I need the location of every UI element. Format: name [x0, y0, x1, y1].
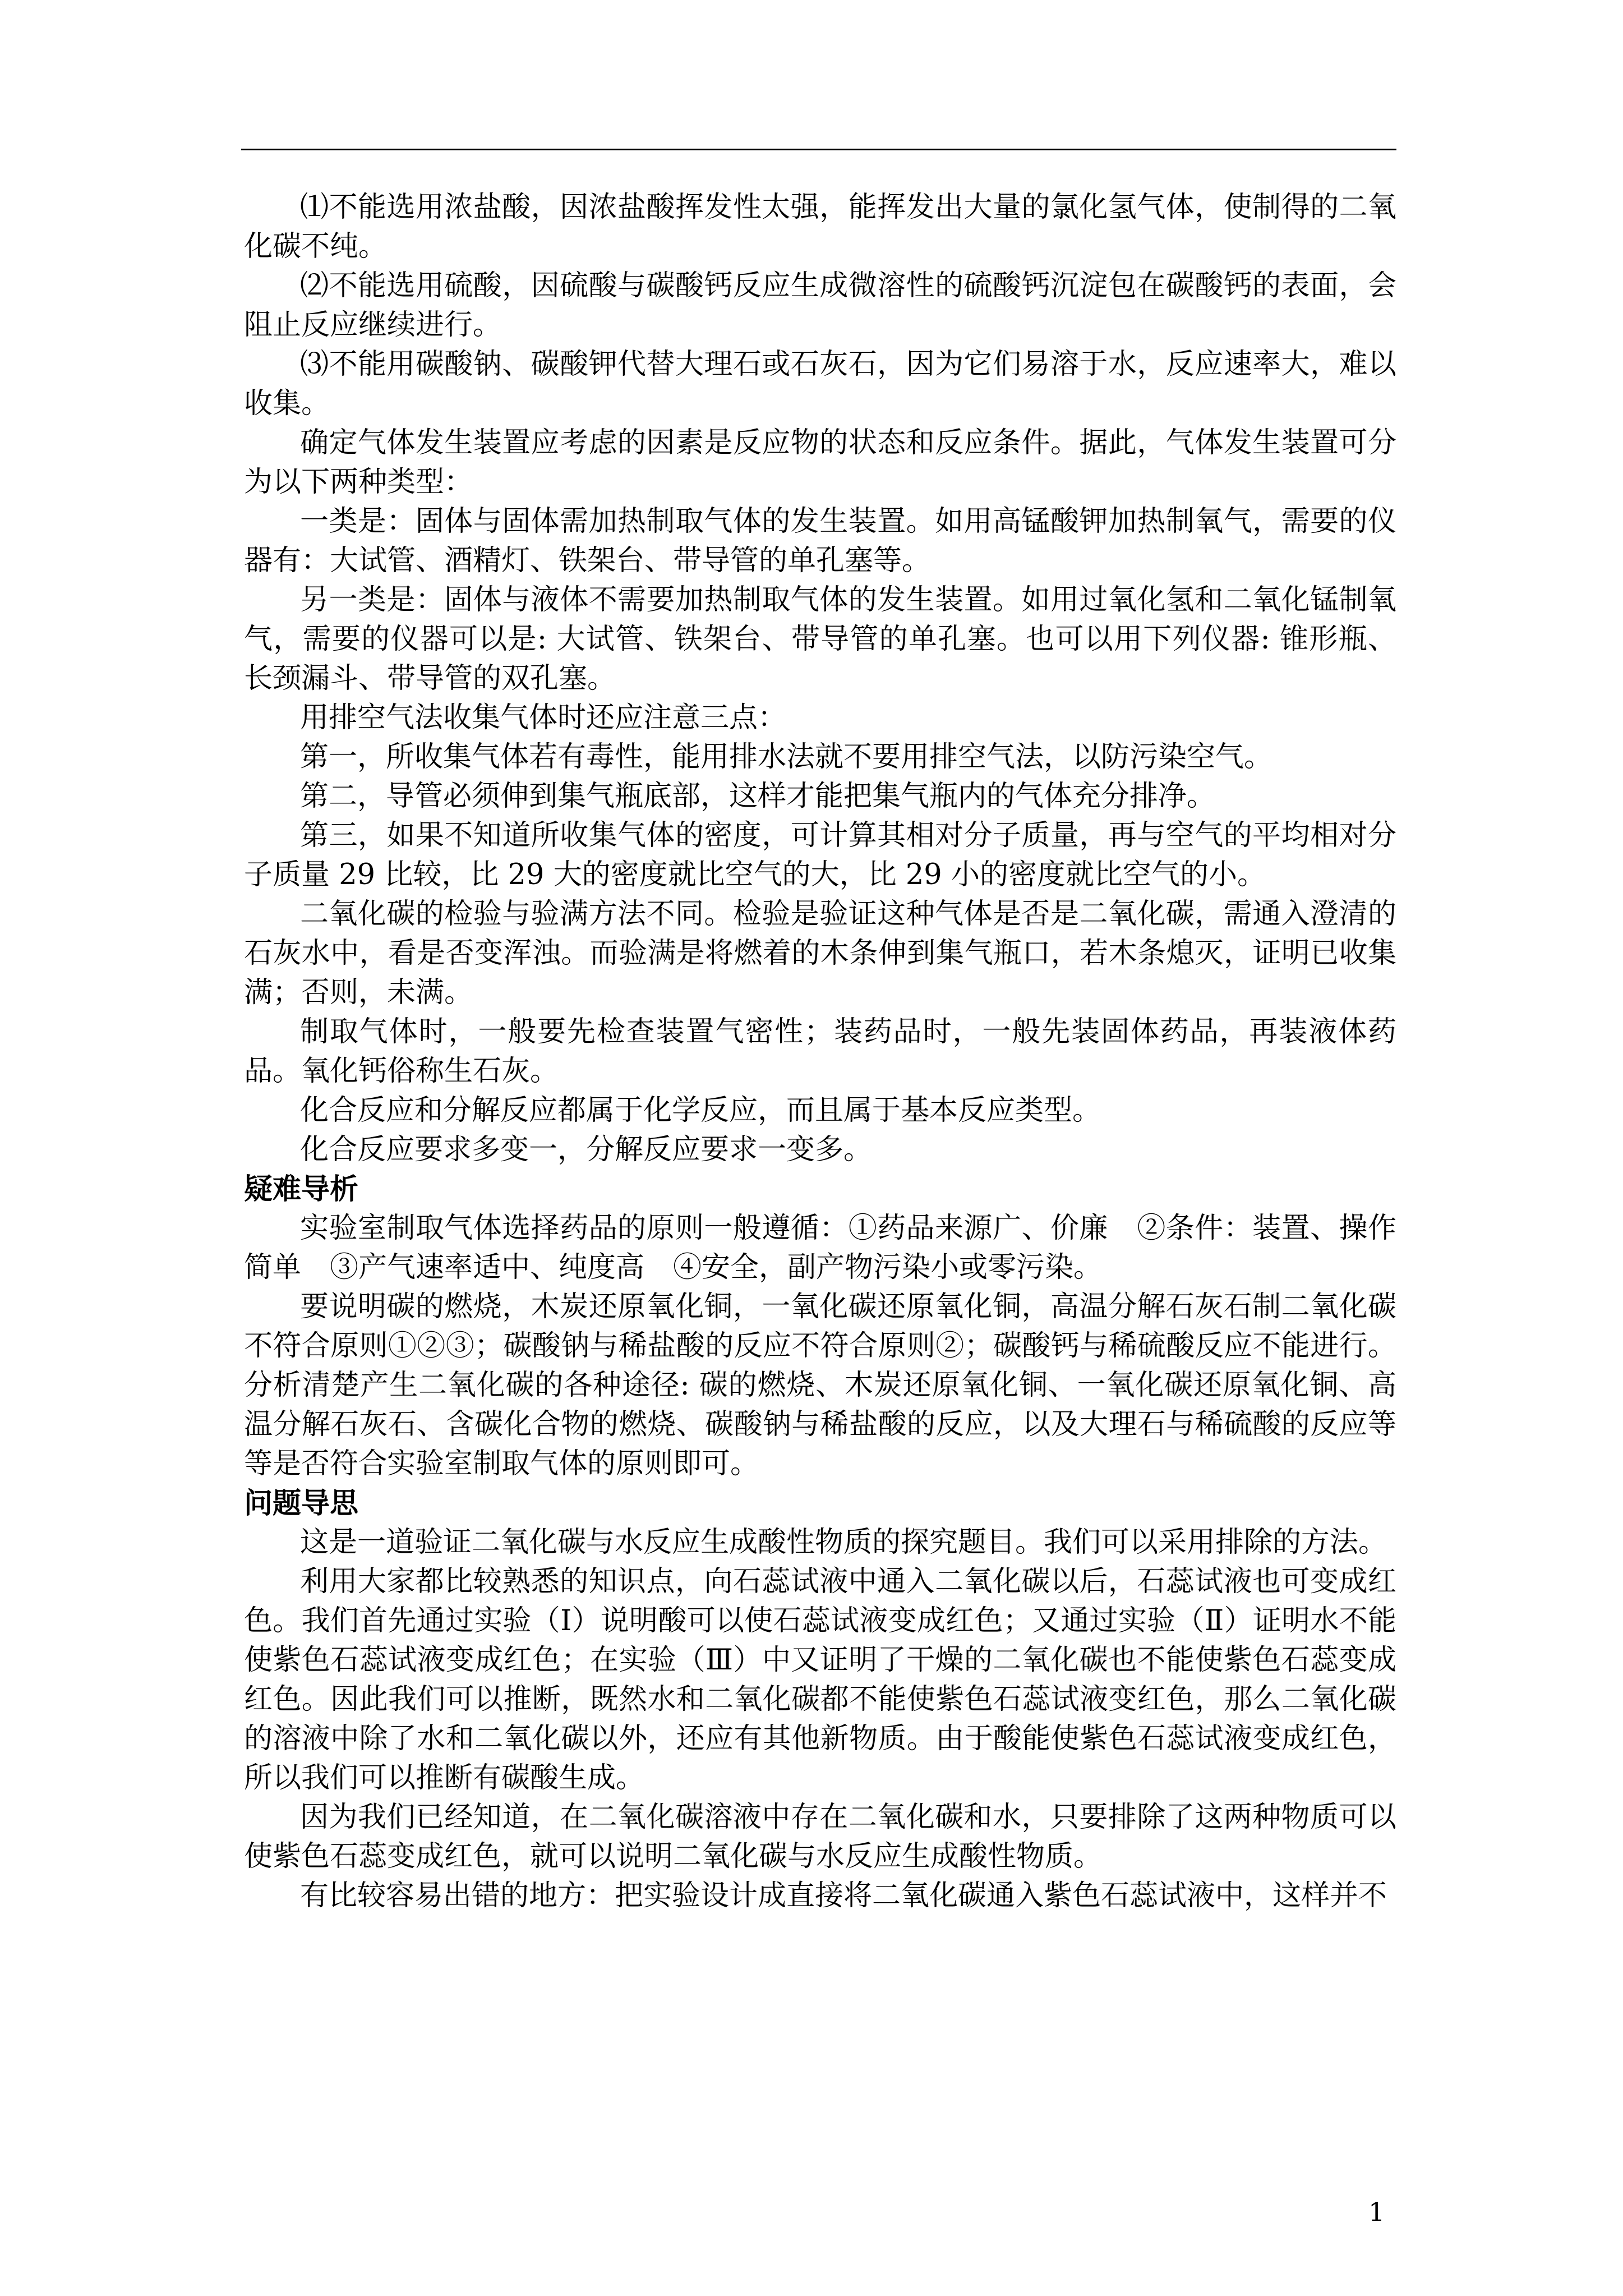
paragraph: 要说明碳的燃烧，木炭还原氧化铜，一氧化碳还原氧化铜，高温分解石灰石制二氧化碳不符合原则①②③；碳酸钠与稀盐酸的反应不符合原则②；碳酸钙与稀硫酸反应不能进行。分析清楚产生二氧化碳的各种途径: 碳的燃烧、木炭还原氧化铜、一氧化碳还原氧化铜、高温分解石灰石、含碳化合物的燃烧、碳酸钠与稀盐酸的反应，以及大理石与稀硫酸的反应等等是否符合实验室制取气体的原则即可。 — [244, 1290, 1396, 1480]
paragraph: 化合反应和分解反应都属于化学反应，而且属于基本反应类型。 — [300, 1094, 1101, 1127]
paragraph: 确定气体发生装置应考虑的因素是反应物的状态和反应条件。据此，气体发生装置可分为以下两种类型： — [244, 426, 1396, 499]
paragraph: 有比较容易出错的地方：把实验设计成直接将二氧化碳通入紫色石蕊试液中，这样并不 — [300, 1879, 1387, 1912]
page-number: 1 — [1368, 2197, 1385, 2227]
paragraph: 利用大家都比较熟悉的知识点，向石蕊试液中通入二氧化碳以后，石蕊试液也可变成红色。我们首先通过实验（Ⅰ）说明酸可以使石蕊试液变成红色；又通过实验（Ⅱ）证明水不能使紫色石蕊试液变成红色；在实验（Ⅲ）中又证明了干燥的二氧化碳也不能使紫色石蕊变成红色。因此我们可以推断，既然水和二氧化碳都不能使紫色石蕊试液变红色，那么二氧化碳的溶液中除了水和二氧化碳以外，还应有其他新物质。由于酸能使紫色石蕊试液变成红色，所以我们可以推断有碳酸生成。 — [244, 1565, 1396, 1795]
paragraph: ⑶不能用碳酸钠、碳酸钾代替大理石或石灰石，因为它们易溶于水，反应速率大，难以收集。 — [244, 348, 1396, 420]
paragraph: 第三，如果不知道所收集气体的密度，可计算其相对分子质量，再与空气的平均相对分子质量 29 比较，比 29 大的密度就比空气的大，比 29 小的密度就比空气的小。 — [244, 819, 1396, 891]
paragraph: 因为我们已经知道，在二氧化碳溶液中存在二氧化碳和水，只要排除了这两种物质可以使紫色石蕊变成红色，就可以说明二氧化碳与水反应生成酸性物质。 — [244, 1801, 1396, 1873]
paragraph: 化合反应要求多变一，分解反应要求一变多。 — [300, 1133, 873, 1166]
paragraph: ⑵不能选用硫酸，因硫酸与碳酸钙反应生成微溶性的硫酸钙沉淀包在碳酸钙的表面，会阻止反应继续进行。 — [244, 269, 1396, 342]
paragraph: 第一，所收集气体若有毒性，能用排水法就不要用排空气法，以防污染空气。 — [300, 740, 1273, 774]
document-body — [244, 188, 1396, 1916]
header-rule — [241, 149, 1396, 150]
paragraph: 另一类是：固体与液体不需要加热制取气体的发生装置。如用过氧化氢和二氧化锰制氧气，需要的仪器可以是: 大试管、铁架台、带导管的单孔塞。也可以用下列仪器: 锥形瓶、长颈漏斗、带导管的双孔塞。 — [244, 583, 1396, 695]
paragraph: 二氧化碳的检验与验满方法不同。检验是验证这种气体是否是二氧化碳，需通入澄清的石灰水中，看是否变浑浊。而验满是将燃着的木条伸到集气瓶口，若木条熄灭，证明已收集满；否则，未满。 — [244, 898, 1396, 1009]
paragraph: 制取气体时，一般要先检查装置气密性；装药品时，一般先装固体药品，再装液体药品。氧化钙俗称生石灰。 — [244, 1015, 1396, 1088]
paragraph: 这是一道验证二氧化碳与水反应生成酸性物质的探究题目。我们可以采用排除的方法。 — [300, 1526, 1387, 1559]
paragraph: ⑴不能选用浓盐酸，因浓盐酸挥发性太强，能挥发出大量的氯化氢气体，使制得的二氧化碳不纯。 — [244, 191, 1396, 263]
section-heading: 疑难导析 — [244, 1172, 359, 1206]
section-heading: 问题导思 — [244, 1487, 359, 1520]
paragraph: 用排空气法收集气体时还应注意三点： — [300, 701, 787, 734]
paragraph: 实验室制取气体选择药品的原则一般遵循：①药品来源广、价廉 ②条件：装置、操作简单 ③产气速率适中、纯度高 ④安全，副产物污染小或零污染。 — [244, 1212, 1396, 1284]
paragraph: 一类是：固体与固体需加热制取气体的发生装置。如用高锰酸钾加热制氧气，需要的仪器有：大试管、酒精灯、铁架台、带导管的单孔塞等。 — [244, 505, 1396, 577]
paragraph: 第二，导管必须伸到集气瓶底部，这样才能把集气瓶内的气体充分排净。 — [300, 780, 1216, 813]
